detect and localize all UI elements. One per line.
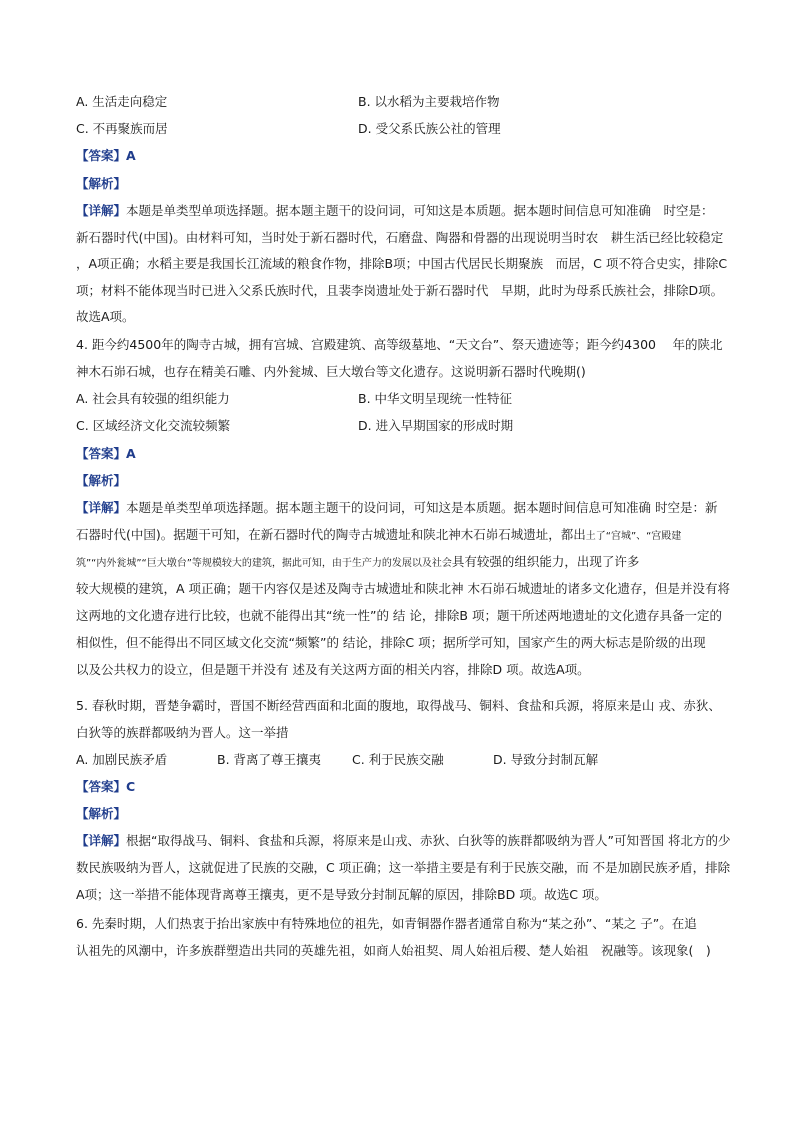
q3-detail-line: 新石器时代(中国)。由材料可知，当时处于新石器时代，石磨盘、陶器和骨器的出现说明当时农 耕生活已经比较稳定 (76, 230, 724, 245)
q4-detail-line (76, 499, 716, 517)
detail-tag: 【详解】 (76, 500, 127, 515)
q5-detail-line: A项；这一举措不能体现背离尊王攘夷，更不是导致分封制瓦解的原因，排除BD 项。故选C 项。 (76, 887, 607, 902)
detail-text-small: 筑”“内外瓮城”“巨大墩台”等规模较大的建筑，据此可知，由于生产力的发展以及社会 (76, 558, 452, 569)
q3-option-b: B. 以水稻为主要栽培作物 (358, 94, 500, 109)
analysis-tag: 【解析】 (76, 806, 127, 821)
q6-stem-line: 认祖先的风潮中，许多族群塑造出共同的英雄先祖，如商人始祖契、周人始祖后稷、楚人始祖 祝融等。该现象( ) (76, 943, 711, 958)
detail-tag: 【详解】 (76, 203, 127, 218)
answer-tag: 【答案】 (76, 148, 127, 163)
q4-detail-line (76, 553, 716, 573)
answer-tag: 【答案】 (76, 779, 127, 794)
answer-tag: 【答案】 (76, 446, 127, 461)
detail-text: 石器时代(中国)。据题干可知，在新石器时代的陶寺古城遗址和陕北神木石峁石城遗址，都出 (76, 527, 586, 542)
detail-text: 根据“取得战马、铜料、食盐和兵源，将原来是山戎、赤狄、白狄等的族群都吸纳为晋人”可知晋国 将北方的少 (126, 833, 731, 848)
q4-detail-line: 这两地的文化遗存进行比较，也就不能得出其“统一性”的 结 论，排除B 项；题干所述两地遗址的文化遗存具备一定的 (76, 608, 722, 623)
q4-detail-line: 较大规模的建筑，A 项正确；题干内容仅是述及陶寺古城遗址和陕北神 木石峁石城遗址的诸多文化遗存，但是并没有将 (76, 581, 731, 596)
q3-detail-line: 故选A项。 (76, 309, 135, 324)
q3-detail-line (76, 202, 716, 220)
q4-stem-line: 神木石峁石城，也存在精美石雕、内外瓮城、巨大墩台等文化遗存。这说明新石器时代晚期() (76, 364, 586, 379)
q4-detail-line (76, 526, 716, 546)
q5-answer (76, 778, 716, 796)
answer-value: A (126, 148, 136, 163)
q4-detail-line: 相似性，但不能得出不同区域文化交流“频繁”的 结论，排除C 项；据所学可知，国家产生的两大标志是阶级的出现 (76, 635, 706, 650)
q5-option-b: B. 背离了尊王攘夷 (217, 752, 322, 767)
q4-option-b: B. 中华文明呈现统一性特征 (358, 391, 513, 406)
answer-value: A (126, 446, 136, 461)
detail-text: 具有较强的组织能力，出现了许多 (451, 554, 640, 569)
q4-option-d: D. 进入早期国家的形成时期 (358, 418, 514, 433)
q4-analysis-heading (76, 472, 716, 490)
analysis-tag: 【解析】 (76, 473, 127, 488)
detail-text: 本题是单类型单项选择题。据本题主题干的设问词，可知这是本质题。据本题时间信息可知准确 时空是：新 (126, 500, 718, 515)
q5-detail-line (76, 832, 731, 850)
q4-answer (76, 445, 716, 463)
q4-option-c: C. 区域经济文化交流较频繁 (76, 418, 231, 433)
q5-detail-line: 数民族吸纳为晋人，这就促进了民族的交融，C 项正确；这一举措主要是有利于民族交融，而 不是加剧民族矛盾，排除 (76, 860, 731, 875)
q3-option-a: A. 生活走向稳定 (76, 94, 168, 109)
detail-text-small: 土了“宫城”、“宫殿建 (585, 531, 682, 542)
q5-analysis-heading (76, 805, 716, 823)
analysis-tag: 【解析】 (76, 176, 127, 191)
q5-option-c: C. 利于民族交融 (352, 752, 444, 767)
q5-option-d: D. 导致分封制瓦解 (493, 752, 599, 767)
q6-stem-line: 6. 先秦时期，人们热衷于抬出家族中有特殊地位的祖先，如青铜器作器者通常自称为“某之孙”、“某之 子”。在追 (76, 916, 697, 931)
detail-tag: 【详解】 (76, 833, 127, 848)
q5-stem-line: 5. 春秋时期，晋楚争霸时，晋国不断经营西面和北面的腹地，取得战马、铜料、食盐和兵源，将原来是山 戎、赤狄、 (76, 698, 721, 713)
q4-stem-line: 4. 距今约4500年的陶寺古城，拥有宫城、宫殿建筑、高等级墓地、“天文台”、祭天遗迹等；距今约4300 年的陕北 (76, 337, 723, 352)
q3-option-d: D. 受父系氏族公社的管理 (358, 121, 501, 136)
q3-analysis-heading (76, 175, 716, 193)
q3-detail-line: ，A项正确；水稻主要是我国长江流域的粮食作物，排除B项；中国古代居民长期聚族 而居，C 项不符合史实，排除C (76, 256, 728, 271)
q5-option-a: A. 加剧民族矛盾 (76, 752, 168, 767)
q3-answer (76, 147, 716, 165)
q3-detail-line: 项；材料不能体现当时已进入父系氏族时代，且裴李岗遗址处于新石器时代 早期，此时为母系氏族社会，排除D项。 (76, 283, 724, 298)
q5-stem-line: 白狄等的族群都吸纳为晋人。这一举措 (76, 725, 289, 740)
detail-text: 本题是单类型单项选择题。据本题主题干的设问词，可知这是本质题。据本题时间信息可知准确 时空是： (126, 203, 714, 218)
q4-detail-line: 以及公共权力的设立，但是题干并没有 述及有关这两方面的相关内容，排除D 项。故选A项。 (76, 662, 590, 677)
q3-option-c: C. 不再聚族而居 (76, 121, 168, 136)
answer-value: C (126, 779, 136, 794)
q4-option-a: A. 社会具有较强的组织能力 (76, 391, 230, 406)
